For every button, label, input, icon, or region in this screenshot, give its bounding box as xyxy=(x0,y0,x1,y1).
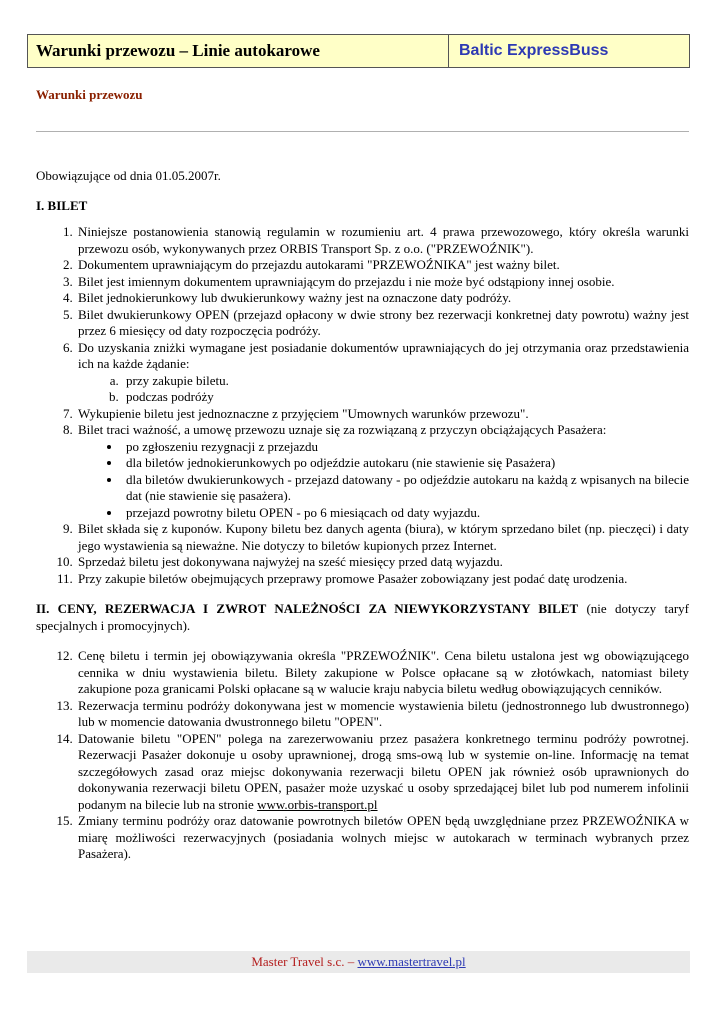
bullet-list xyxy=(78,439,689,522)
section-2-note: (nie dotyczy taryf specjalnych i promocyjnych). xyxy=(36,601,690,633)
section-2-title: II. CENY, REZERWACJA I ZWROT NALEŻNOŚCI ZA NIEWYKORZYSTANY BILET xyxy=(36,601,579,616)
list-item: 3. Bilet jest imiennym dokumentem uprawniającym do przejazdu i nie może być odstąpiony innej osobie. xyxy=(76,274,689,291)
list-item: 10. Sprzedaż biletu jest dokonywana najwyżej na sześć miesięcy przed datą wyjazdu. xyxy=(76,554,689,571)
list-item: 7. Wykupienie biletu jest jednoznaczne z przyjęciem "Umownych warunków przewozu". xyxy=(76,406,689,423)
list-item-text: Bilet traci ważność, a umowę przewozu uznaje się za rozwiązaną z przyczyn obciążających Pasażera: xyxy=(78,422,607,437)
sub-list xyxy=(78,373,689,406)
effective-date: Obowiązujące od dnia 01.05.2007r. xyxy=(36,168,221,183)
list-item: 4. Bilet jednokierunkowy lub dwukierunkowy ważny jest na oznaczone daty podróży. xyxy=(76,290,689,307)
list-item xyxy=(76,731,689,814)
list-item: 5. Bilet dwukierunkowy OPEN (przejazd opłacony w dwie strony bez rezerwacji konkretnej daty powrotu) ważny jest przez 6 miesięcy od daty rozpoczęcia podróży. xyxy=(76,307,689,340)
list-item: 15. Zmiany terminu podróży oraz datowanie powrotnych biletów OPEN będą uwzględniane przez PRZEWOŹNIKA w miarę możliwości rezerwacyjnych (posiadania wolnych miejsc w autokarach w terminach wybranych przez Pasażera). xyxy=(76,813,689,863)
list-item: 9. Bilet składa się z kuponów. Kupony biletu bez danych agenta (biura), w którym sprzedano bilet (np. pieczęci) i daty jego wystawienia są nieważne. Nie dotyczy to biletów kupionych przez Internet. xyxy=(76,521,689,554)
footer-company: Master Travel s.c. – xyxy=(251,954,355,969)
list-item-text: Datowanie biletu "OPEN" polega na zarezerwowaniu przez pasażera konkretnego terminu podróży powrotnej. Rezerwacji Pasażer dokonuje u osoby uprawnionej, drogą sms-ową lub w systemie on-line. Informację na temat szczegółowych zasad oraz miejsc dokonywania rezerwacji biletu OPEN jak również osób uprawnionych do dokonywania rezerwacji biletu OPEN, pasażer może uzyskać u osoby sprzedającej bilet lub pod numerem infolinii podanym na bilecie lub na stronie xyxy=(78,730,689,812)
list-item: 12. Cenę biletu i termin jej obowiązywania określa "PRZEWOŹNIK". Cena biletu ustalona jest wg obowiązującego cennika w dniu wystawienia biletu. Bilety zakupione w Polsce opłacane są w złotówkach, natomiast bilety zakupione poza granicami Polski opłacane są w walucie kraju nabycia biletu według obowiązujących cenników. xyxy=(76,648,689,698)
bullet-item: • przejazd powrotny biletu OPEN - po 6 miesiącach od daty wyjazdu. xyxy=(122,505,689,522)
footer-link[interactable]: www.mastertravel.pl xyxy=(357,954,466,969)
subheading: Warunki przewozu xyxy=(36,87,143,102)
header-title: Warunki przewozu – Linie autokarowe xyxy=(28,35,449,67)
bullet-item: • dla biletów jednokierunkowych po odjeździe autokaru (nie stawienie się Pasażera) xyxy=(122,455,689,472)
divider xyxy=(36,131,689,132)
orbis-link[interactable]: www.orbis-transport.pl xyxy=(257,796,378,812)
section-1-list xyxy=(36,224,689,587)
list-item-text: Do uzyskania zniżki wymagane jest posiadanie dokumentów uprawniających do jej otrzymania oraz przedstawienia ich na każde żądanie: xyxy=(78,339,689,371)
section-2-heading xyxy=(36,601,689,634)
section-2-list xyxy=(36,648,689,863)
bullet-item: • dla biletów dwukierunkowych - przejazd datowany - po odjeździe autokaru na każdą z wpisanych na bilecie dat (nie stawienie się pasażera). xyxy=(122,472,689,505)
section-1-title: I. BILET xyxy=(36,197,88,213)
list-item: 11. Przy zakupie biletów obejmujących przeprawy promowe Pasażer zobowiązany jest podać datę urodzenia. xyxy=(76,571,689,588)
list-item xyxy=(76,422,689,521)
document-header xyxy=(27,34,690,68)
list-item: 2. Dokumentem uprawniającym do przejazdu autokarami "PRZEWOŹNIKA" jest ważny bilet. xyxy=(76,257,689,274)
sub-list-item: b. podczas podróży xyxy=(122,389,689,406)
footer xyxy=(27,951,690,973)
document-body xyxy=(36,168,689,863)
list-item: 1. Niniejsze postanowienia stanowią regulamin w rozumieniu art. 4 prawa przewozowego, który określa warunki przewozu osób, wykonywanych przez ORBIS Transport Sp. z o.o. ("PRZEWOŹNIK"). xyxy=(76,224,689,257)
list-item xyxy=(76,340,689,406)
bullet-item: • po zgłoszeniu rezygnacji z przejazdu xyxy=(122,439,689,456)
list-item: 13. Rezerwacja terminu podróży dokonywana jest w momencie wystawienia biletu (jednostronnego lub dwustronnego) lub w momencie datowania dwustronnego biletu "OPEN". xyxy=(76,698,689,731)
sub-list-item: a. przy zakupie biletu. xyxy=(122,373,689,390)
header-brand: Baltic ExpressBuss xyxy=(459,42,609,59)
